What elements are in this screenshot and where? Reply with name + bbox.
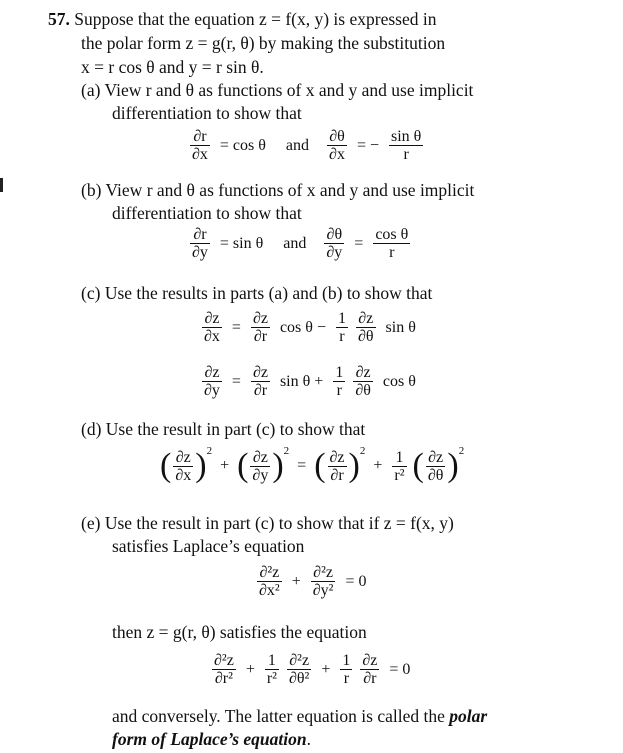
problem-number: 57. — [48, 9, 70, 29]
part-d-line-1: (d) Use the result in part (c) to show that — [81, 419, 366, 439]
part-e-closing-line-2: form of Laplace’s equation. — [112, 729, 311, 749]
part-e-then-line: then z = g(r, θ) satisfies the equation — [112, 622, 367, 642]
part-a-line-1: (a) View r and θ as functions of x and y and use implicit — [81, 80, 474, 100]
part-d-label: (d) — [81, 419, 102, 439]
part-c-equation-1: $\frac{\partial z}{\partial x}$ = $\frac{\partial z}{\partial r}$ cos θ − $\frac{1}{r}$ $\frac{\partial z}{\partial\theta}$ sin θ — [204, 310, 416, 345]
problem-intro-line-2: the polar form z = g(r, θ) by making the substitution — [81, 33, 446, 53]
part-a-line-2: differentiation to show that — [112, 103, 302, 123]
problem-intro-line-3: x = r cos θ and y = r sin θ. — [81, 57, 264, 77]
part-e-label: (e) — [81, 513, 101, 533]
part-a-label: (a) — [81, 80, 101, 100]
part-e-line-1: (e) Use the result in part (c) to show that if z = f(x, y) — [81, 513, 454, 533]
margin-mark — [0, 178, 3, 192]
part-e-laplace-equation: $\frac{\text{∂²z}}{\text{∂x²}}$ + $\frac{\text{∂²z}}{\text{∂y²}}$ = 0 — [259, 564, 367, 599]
part-c-line-1: (c) Use the results in parts (a) and (b) to show that — [81, 283, 433, 303]
part-b-label: (b) — [81, 180, 102, 200]
part-c-label: (c) — [81, 283, 101, 303]
part-c-equation-2: $\frac{\partial z}{\partial y}$ = $\frac{\partial z}{\partial r}$ sin θ + $\frac{1}{r}$ $\frac{\partial z}{\partial\theta}$ cos θ — [204, 364, 416, 399]
part-b-line-1: (b) View r and θ as functions of x and y and use implicit — [81, 180, 475, 200]
part-e-line-2: satisfies Laplace’s equation — [112, 536, 305, 556]
part-b-line-2: differentiation to show that — [112, 203, 302, 223]
problem-intro-line-1: 57. Suppose that the equation z = f(x, y) is expressed in — [48, 9, 437, 29]
part-d-equation: ( $\frac{\partial z}{\partial x}$ )$^2$ + ( $\frac{\partial z}{\partial y}$ )$^2$ = ( $\frac{\partial z}{\partial r}$ )$^2$ + $\frac{1}{\text{r²}}$ ( $\frac{\partial z}{\partial\theta}$ )$^2$ — [160, 445, 465, 484]
part-b-equation: $\frac{\partial r}{\partial y}$ = sin θ and $\frac{\partial\theta}{\partial y}$ = $\frac{\text{cos θ}}{r}$ — [192, 226, 409, 261]
part-e-closing-line-1: and conversely. The latter equation is called the polar — [112, 706, 488, 726]
part-e-polar-equation: $\frac{\text{∂²z}}{\text{∂r²}}$ + $\frac{1}{\text{r²}}$ $\frac{\text{∂²z}}{\text{∂θ²}}$ + $\frac{1}{r}$ $\frac{\partial z}{\partial r}$ = 0 — [214, 652, 411, 687]
part-a-equation: $\frac{\partial r}{\partial x}$ = cos θ and $\frac{\partial\theta}{\partial x}$ = − $\frac{\text{sin θ}}{r}$ — [192, 128, 422, 163]
